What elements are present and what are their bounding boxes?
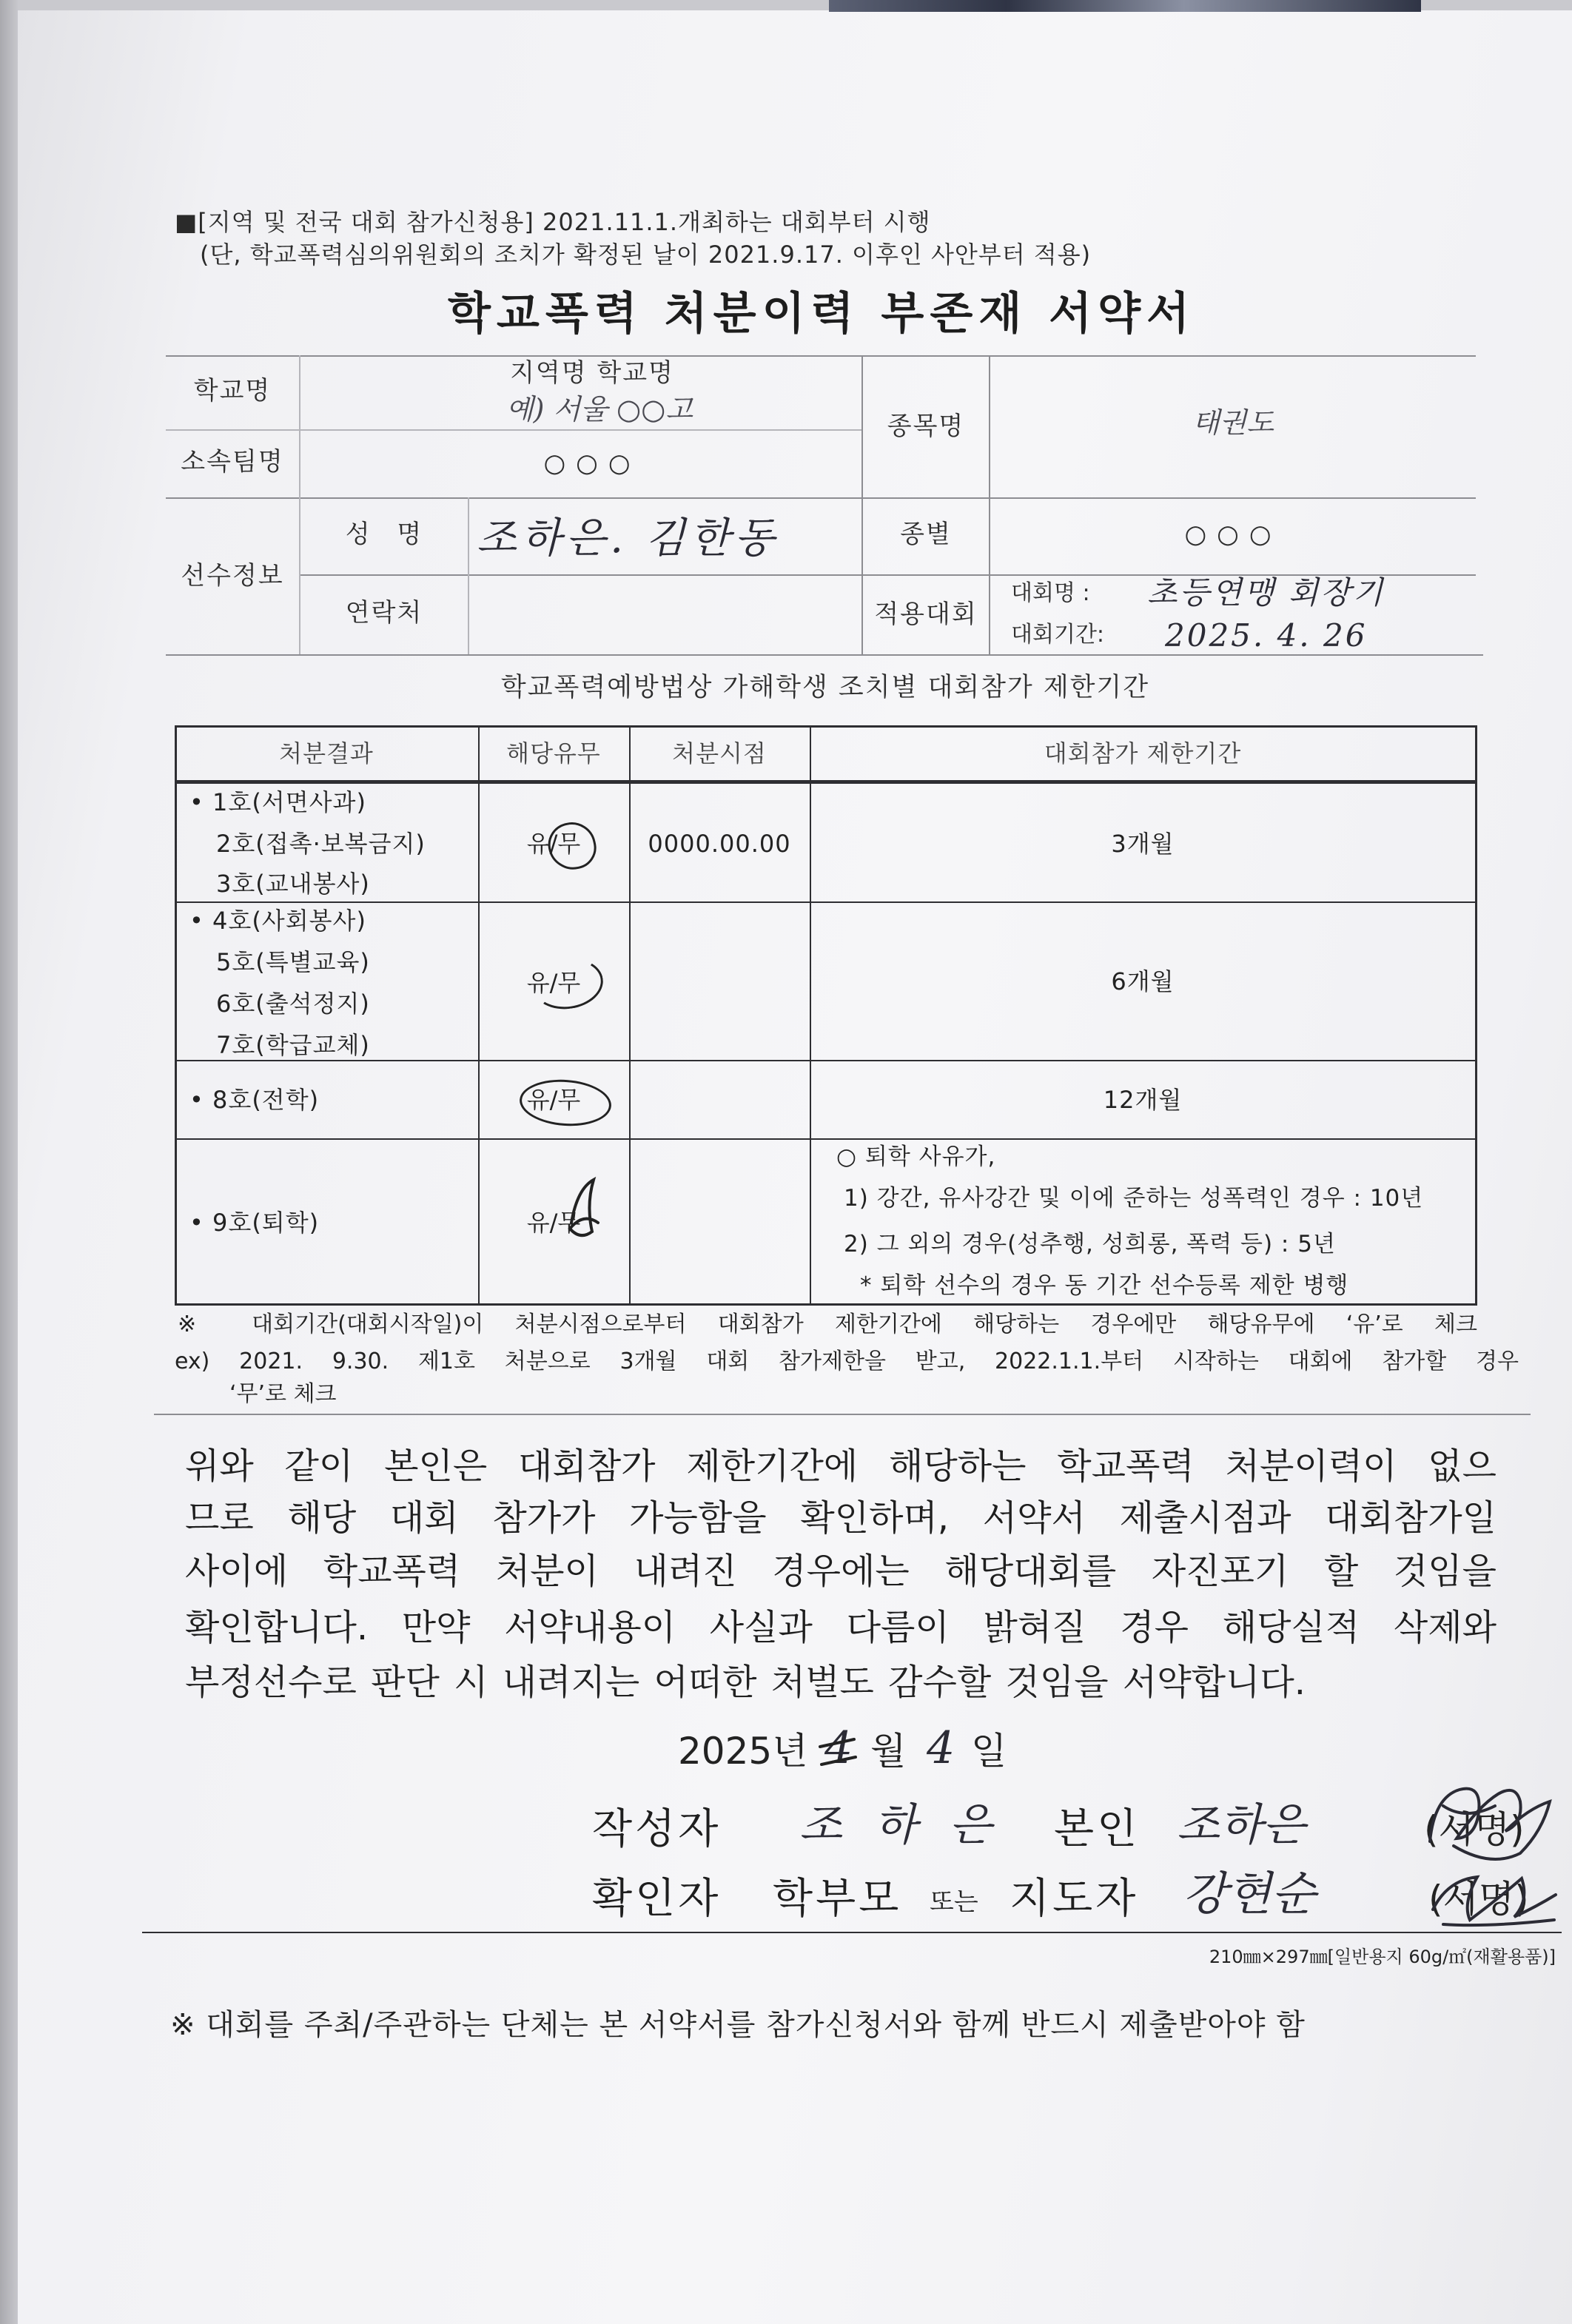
measure-line: 2호(접촉·보복금지): [216, 830, 426, 858]
team-label: 소속팀명: [181, 447, 284, 477]
handwritten-confirmer-name: 강현순: [1183, 1867, 1316, 1921]
expulsion-line: 1) 강간, 유사강간 및 이에 준하는 성폭력인 경우 : 10년: [844, 1185, 1424, 1212]
measure-line: 5호(특별교육): [216, 948, 370, 976]
competition-label: 적용대회: [874, 600, 978, 629]
self-label: 본인: [1054, 1805, 1141, 1853]
submission-note: ※ 대회를 주최/주관하는 단체는 본 서약서를 참가신청서와 함께 반드시 제출받아야 함: [170, 2008, 1306, 2042]
date-year: 2025년: [678, 1730, 808, 1773]
circled-option: 무: [557, 830, 581, 858]
expulsion-line: * 퇴학 선수의 경우 동 기간 선수등록 제한 병행: [860, 1272, 1349, 1299]
table-rule: [175, 1060, 1477, 1061]
handwritten-month: 4: [824, 1722, 853, 1774]
restriction-title: 학교폭력예방법상 가해학생 조치별 대회참가 제한기간: [500, 673, 1150, 702]
division-value: ○○○: [1184, 520, 1282, 549]
handwritten-day: 4: [927, 1722, 955, 1774]
handwritten-competition-name: 초등연맹 회장기: [1147, 574, 1385, 611]
paper-spec: 210㎜×297㎜[일반용지 60g/㎡(재활용품)]: [1209, 1947, 1556, 1967]
author-label: 작성자: [592, 1805, 722, 1853]
example-note-end: ‘무’로 체크: [229, 1381, 337, 1407]
pledge-line: 위와 같이 본인은 대회참가 제한기간에 해당하는 학교폭력 처분이력이 없으: [185, 1445, 1497, 1487]
apply-notice: (단, 학교폭력심의위원회의 조치가 확정된 날이 2021.9.17. 이후인 사안부터 적용): [200, 241, 1092, 269]
section-divider: [154, 1414, 1531, 1415]
option-yes: 유: [526, 1086, 550, 1114]
table-rule: [175, 901, 1477, 903]
pledge-line: 확인합니다. 만약 서약내용이 사실과 다름이 밝혀질 경우 해당실적 삭제와: [185, 1607, 1497, 1648]
confirmer-label: 확인자: [592, 1875, 722, 1923]
competition-name-label: 대회명 :: [1011, 580, 1090, 606]
table-rule: [166, 429, 861, 431]
date-month-unit: 월: [870, 1730, 907, 1773]
expulsion-line: ○ 퇴학 사유가,: [836, 1143, 996, 1170]
pledge-line: 므로 해당 대회 참가가 가능함을 확인하며, 서약서 제출시점과 대회참가일: [185, 1497, 1497, 1539]
option-separator: /: [549, 969, 558, 997]
circled-option: 무: [557, 969, 581, 997]
measure-line: 6호(출석정지): [216, 990, 370, 1018]
photo-left-edge: [0, 0, 18, 2324]
handwritten-author-name: 조 하 은: [799, 1799, 1001, 1851]
school-hint: 지역명 학교명: [510, 358, 674, 388]
pledge-line: 사이에 학교폭력 처분이 내려진 경우에는 해당대회를 자진포기 할 것임을: [185, 1551, 1497, 1592]
school-value: 예) 서울 ○○고: [505, 393, 693, 426]
signature-label: (서명): [1424, 1808, 1525, 1851]
restriction-period: 3개월: [1111, 830, 1175, 858]
table-rule: [175, 780, 1477, 784]
table-rule: [166, 355, 1476, 357]
table-rule: [989, 355, 990, 654]
restriction-period: 6개월: [1111, 967, 1175, 995]
competition-period-label: 대회기간:: [1011, 622, 1105, 648]
restriction-period: 12개월: [1103, 1086, 1183, 1114]
measure-line: • 1호(서면사과): [189, 788, 366, 816]
header-date: 처분시점: [672, 739, 767, 768]
measure-line: 3호(교내봉사): [216, 870, 370, 898]
measure-line: • 4호(사회봉사): [189, 907, 366, 935]
option-separator: /: [549, 1086, 558, 1114]
handwritten-self-signature: 조하은: [1177, 1799, 1306, 1851]
expulsion-line: 2) 그 외의 경우(성추행, 성희롱, 폭력 등) : 5년: [844, 1231, 1336, 1257]
division-label: 종별: [900, 520, 952, 549]
handwritten-competition-period: 2025. 4. 26: [1165, 617, 1368, 654]
scribbled-option: 무: [557, 1209, 581, 1237]
option-separator: /: [549, 830, 558, 858]
circled-choice-group: [527, 1086, 581, 1114]
option-yes: 유: [526, 830, 550, 858]
measure-line: 7호(학급교체): [216, 1031, 370, 1059]
option-yes: 유: [526, 1209, 550, 1237]
scope-notice: ■[지역 및 전국 대회 참가신청용] 2021.11.1.개최하는 대회부터 시행: [175, 208, 931, 236]
pledge-line: 부정선수로 판단 시 내려지는 어떠한 처벌도 감수할 것임을 서약합니다.: [185, 1662, 1306, 1703]
marked-option: 무: [557, 1086, 581, 1114]
restriction-table: [175, 725, 1477, 1306]
table-rule: [175, 1138, 1477, 1140]
table-rule: [166, 497, 1476, 499]
document-title: 학교폭력 처분이력 부존재 서약서: [447, 288, 1196, 340]
athlete-label: 선수정보: [181, 561, 284, 591]
measure-line: • 8호(전학): [189, 1086, 320, 1114]
table-rule: [468, 497, 469, 654]
applicable-choice: [478, 1209, 629, 1237]
handwritten-name: 조하은. 김한동: [477, 514, 779, 562]
school-label: 학교명: [193, 376, 272, 406]
sport-label: 종목명: [887, 412, 965, 441]
signature-label: (서명): [1428, 1878, 1529, 1921]
applicable-choice: [478, 969, 629, 997]
measure-line: • 9호(퇴학): [189, 1209, 320, 1237]
applicable-choice: [478, 830, 629, 858]
check-note: ※ 대회기간(대회시작일)이 처분시점으로부터 대회참가 제한기간에 해당하는 경우에만 해당유무에 ‘유’로 체크: [178, 1312, 1477, 1337]
header-period: 대회참가 제한기간: [1044, 739, 1242, 768]
contact-label: 연락처: [345, 598, 423, 628]
photo-top-object: [829, 0, 1421, 12]
or-label: 또는: [930, 1887, 978, 1917]
table-rule: [629, 725, 631, 1306]
table-rule: [810, 725, 811, 1306]
sport-value: 태권도: [1192, 406, 1274, 439]
header-measure: 처분결과: [279, 739, 374, 768]
coach-label: 지도자: [1010, 1875, 1139, 1923]
option-yes: 유: [526, 969, 550, 997]
team-value: ○○○: [543, 449, 641, 478]
header-applicable: 해당유무: [506, 739, 601, 768]
applicable-choice: [478, 1086, 629, 1114]
signature-divider: [142, 1932, 1562, 1933]
parent-label: 학부모: [773, 1875, 902, 1923]
name-label: 성 명: [345, 520, 423, 549]
option-separator: /: [549, 1209, 558, 1237]
example-note: ex) 2021. 9.30. 제1호 처분으로 3개월 대회 참가제한을 받고, 2022.1.1.부터 시작하는 대회에 참가할 경우: [175, 1349, 1519, 1374]
measure-date: 0000.00.00: [648, 830, 791, 858]
date-day-unit: 일: [971, 1730, 1007, 1773]
